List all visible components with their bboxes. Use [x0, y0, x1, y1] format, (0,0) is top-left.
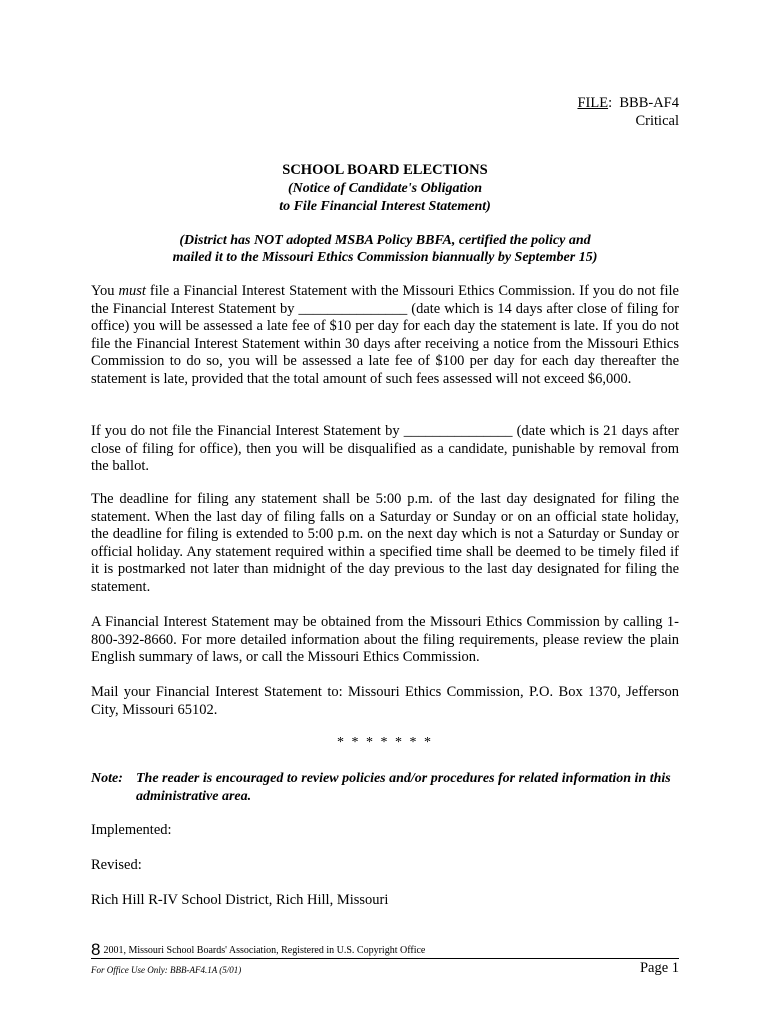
policy-note-line-1: (District has NOT adopted MSBA Policy BBFA, certified the policy and [179, 233, 591, 248]
note-label: Note: [91, 771, 123, 786]
p3-text: The deadline for filing any statement shall be 5:00 p.m. of the last day designated for filing the statement. When the last day of filing falls on a Saturday or Sunday or on an official state holiday, the deadline for filing is extended to 5:00 p.m. on the next day which is not a Saturday or Sunday or official holiday. Any statement required within a specified time shall be deemed to be timely filed if it is postmarked not later than midnight of the day previous to the last day designated for filing the statement. [91, 491, 679, 595]
subtitle-line-1: (Notice of Candidate's Obligation [287, 181, 483, 196]
paragraph-obtain-statement [91, 614, 679, 667]
paragraph-mail [91, 684, 679, 719]
p1-rest: file a Financial Interest Statement with the Missouri Ethics Commission. If you do not file the Financial Interest Statement by _______________ (date which is 14 days after close of filing for office) you will be assessed a late fee of $10 per day for each day the statement is late. If you do not file the Financial Interest Statement within 30 days after receiving a notice from the Missouri Ethics Commission to do so, you will be assessed a late fee of $100 per day for each day thereafter the statement is late, provided that the total amount of such fees assessed will not exceed $6,000. [91, 283, 679, 387]
p4-text: A Financial Interest Statement may be obtained from the Missouri Ethics Commission by calling 1-800-392-8660. For more detailed information about the filing requirements, please review the plain English summary of laws, or call the Missouri Ethics Commission. [91, 614, 679, 666]
page-number: Page 1 [639, 960, 679, 976]
section-divider-stars: * * * * * * * [337, 735, 433, 750]
implemented-label: Implemented: [91, 822, 172, 838]
policy-note-line-2: mailed it to the Missouri Ethics Commission biannually by September 15) [172, 250, 598, 265]
classification: Critical [635, 113, 679, 129]
copyright-text: 2001, Missouri School Boards' Association, Registered in U.S. Copyright Office [103, 945, 426, 956]
paragraph-late-fees [91, 283, 679, 389]
document-title: SCHOOL BOARD ELECTIONS [282, 162, 488, 178]
subtitle-line-2: to File Financial Interest Statement) [279, 199, 491, 214]
note-block [91, 770, 681, 806]
file-code-line: FILE: BBB-AF4 [577, 95, 679, 111]
file-code: BBB-AF4 [619, 95, 679, 111]
paragraph-disqualification [91, 423, 679, 476]
office-use-note: For Office Use Only: BBB-AF4.1A (5/01) [91, 965, 242, 975]
p2-text: If you do not file the Financial Interest Statement by _______________ (date which is 21 days after close of filing for office), then you will be disqualified as a candidate, punishable by removal from the ballot. [91, 423, 679, 475]
copyright-line [91, 940, 425, 960]
p1-start: You [91, 283, 119, 299]
p1-must: must [118, 283, 146, 299]
note-text: The reader is encouraged to review policies and/or procedures for related information in this administrative area. [136, 771, 671, 804]
file-label: FILE [577, 95, 609, 111]
file-header [577, 94, 679, 130]
copyright-symbol: 8 [91, 940, 101, 959]
district-name: Rich Hill R-IV School District, Rich Hill, Missouri [91, 892, 389, 908]
p5-text: Mail your Financial Interest Statement to: Missouri Ethics Commission, P.O. Box 1370, Jefferson City, Missouri 65102. [91, 684, 679, 718]
paragraph-deadline [91, 491, 679, 597]
revised-label: Revised: [91, 857, 142, 873]
footer-divider [91, 958, 679, 959]
